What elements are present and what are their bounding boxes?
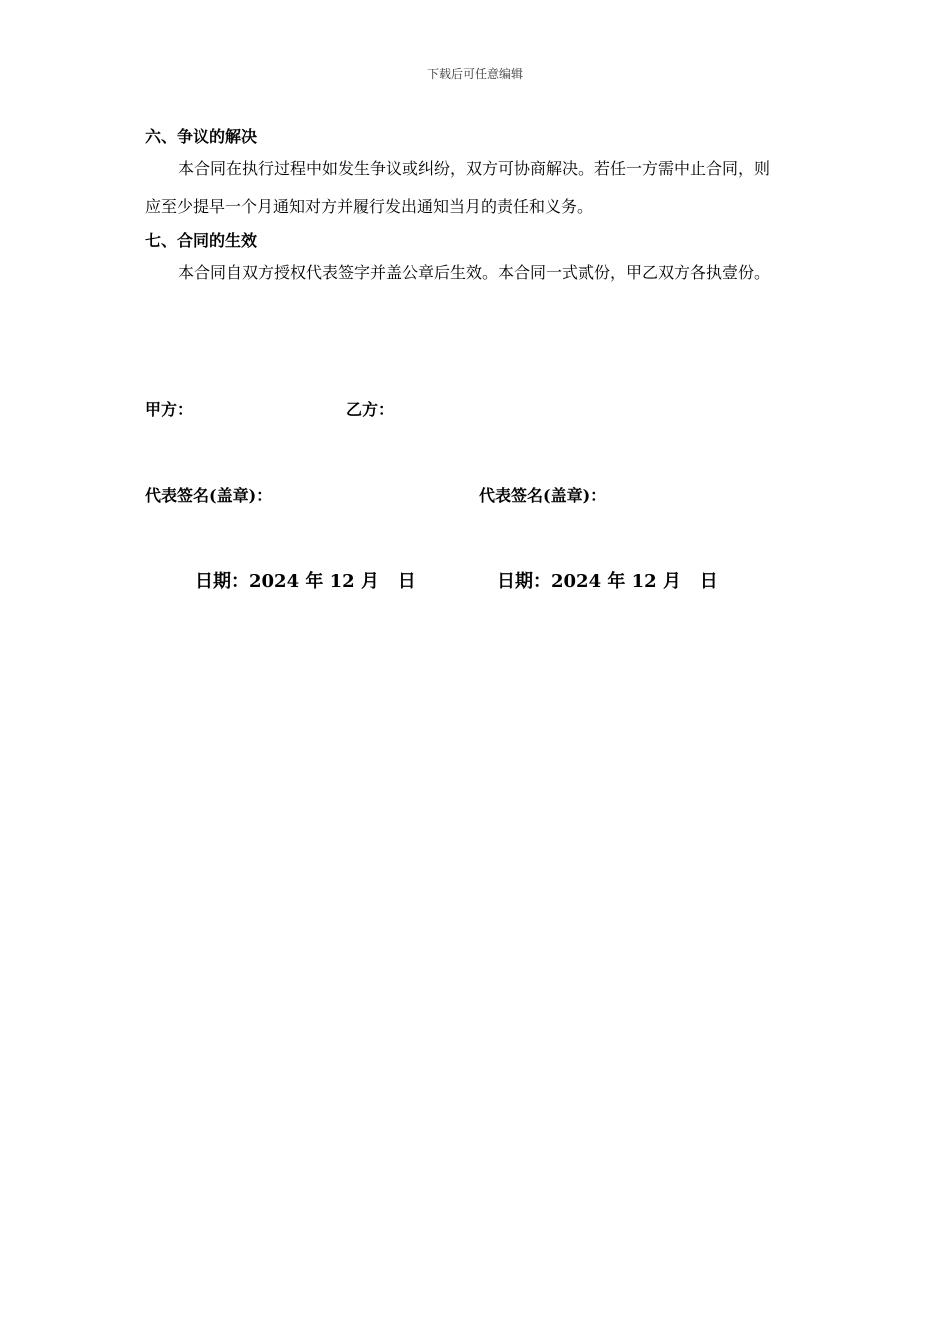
effectiveness-paragraph-line-1: 本合同自双方授权代表签字并盖公章后生效。本合同一式贰份，甲乙双方各执壹份。 — [178, 263, 771, 282]
header-note: 下载后可任意编辑 — [426, 67, 523, 81]
date-a-label: 日期：2024 年 12 月 日 — [195, 571, 416, 592]
dispute-paragraph-line-1: 本合同在执行过程中如发生争议或纠纷，双方可协商解决。若任一方需中止合同，则 — [178, 159, 771, 178]
dispute-paragraph-line-2: 应至少提早一个月通知对方并履行发出通知当月的责任和义务。 — [145, 197, 594, 216]
rep-a-signature-label: 代表签名(盖章)： — [145, 486, 273, 505]
rep-b-signature-label: 代表签名(盖章)： — [479, 486, 607, 505]
date-b-label: 日期：2024 年 12 月 日 — [497, 571, 718, 592]
section-heading-effectiveness: 七、合同的生效 — [145, 231, 258, 250]
party-a-label: 甲方： — [145, 400, 194, 419]
section-heading-dispute: 六、争议的解决 — [145, 127, 258, 146]
party-b-label: 乙方： — [346, 400, 395, 419]
